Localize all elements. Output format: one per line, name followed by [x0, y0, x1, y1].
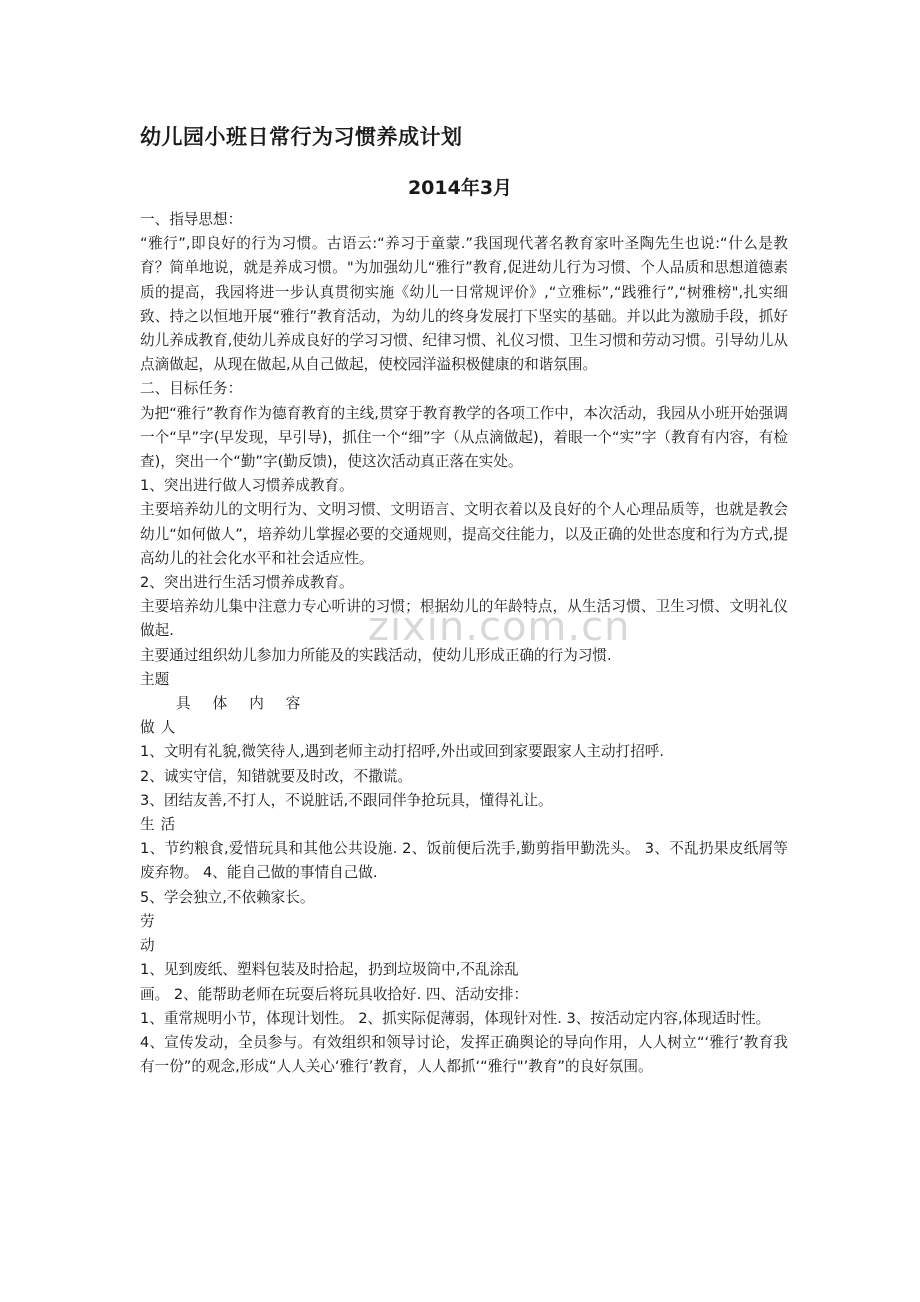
paragraph-guiding-thought: “雅行”,即良好的行为习惯。古语云:“养习于童蒙.”我国现代著名教育家叶圣陶先生也说:“什么是教育？简单地说，就是养成习惯。"为加强幼儿“雅行”教育,促进幼儿行为习惯、个人品质和思想道德素质的提高，我园将进一步认真贯彻实施《幼儿一日常规评价》,“立雅标”,“践雅行”,“树雅榜",扎实细致、持之以恒地开展“雅行”教育活动，为幼儿的终身发展打下坚实的基础。并以此为激励手段，抓好幼儿养成教育,使幼儿养成良好的学习习惯、纪律习惯、礼仪习惯、卫生习惯和劳动习惯。引导幼儿从点滴做起，从现在做起,从自己做起，使校园洋溢积极健康的和谐氛围。 — [140, 235, 788, 374]
document-title: 幼儿园小班日常行为习惯养成计划 — [140, 125, 463, 149]
life-item: 1、节约粮食,爱惜玩具和其他公共设施. 2、饭前便后洗手,勤剪指甲勤洗头。 3、不乱扔果皮纸屑等废弃物。 4、能自己做的事情自己做. — [140, 840, 788, 882]
section-labor-1: 劳 — [140, 912, 155, 930]
subheading-life: 2、突出进行生活习惯养成教育。 — [140, 574, 354, 592]
paragraph-objectives: 为把“雅行”教育作为德育教育的主线,贯穿于教育教学的各项工作中，本次活动，我园从小班开始强调一个“早”字(早发现，早引导)，抓住一个“细”字（从点滴做起)，着眼一个“实”字（教育有内容，有检查)，突出一个“勤”字(勤反馈)，使这次活动真正落在实处。 — [140, 404, 788, 471]
labor-item: 1、重常规明小节，体现计划性。 2、抓实际促薄弱，体现针对性. 3、按活动定内容,体现适时性。 — [140, 1009, 771, 1027]
heading-objectives: 二、目标任务： — [140, 380, 243, 398]
paragraph-life-2: 主要通过组织幼儿参加力所能及的实践活动，使幼儿形成正确的行为习惯. — [140, 646, 612, 664]
paragraph-life-1: 主要培养幼儿集中注意力专心听讲的习惯；根据幼儿的年龄特点，从生活习惯、卫生习惯、文明礼仪做起. — [140, 598, 788, 640]
person-item: 2、诚实守信，知错就要及时改，不撒谎。 — [140, 767, 412, 785]
heading-guiding-thought: 一、指导思想： — [140, 211, 243, 228]
labor-item: 4、宣传发动，全员参与。有效组织和领导讨论，发挥正确舆论的导向作用，人人树立“‘雅行’教育我有一份”的观念,形成“人人关心‘雅行’教育，人人都抓‘“雅行"’教育”的良好氛围。 — [140, 1033, 788, 1076]
section-person: 做人 — [140, 719, 182, 737]
subheading-conduct: 1、突出进行做人习惯养成教育。 — [140, 477, 354, 495]
watermark: zixin.com.cn — [368, 604, 631, 650]
section-life: 生活 — [140, 816, 182, 834]
table-col-content: 具体内容 — [176, 695, 323, 713]
table-col-theme: 主题 — [140, 670, 170, 688]
document-date: 2014年3月 — [407, 177, 513, 199]
person-item: 3、团结友善,不打人，不说脏话,不跟同伴争抢玩具，懂得礼让。 — [140, 791, 553, 809]
life-item: 5、学会独立,不依赖家长。 — [140, 888, 315, 906]
section-labor-2: 动 — [140, 937, 155, 955]
labor-item: 画。 2、能帮助老师在玩耍后将玩具收拾好. 四、活动安排： — [140, 985, 529, 1003]
labor-item: 1、见到废纸、塑料包装及时拾起，扔到垃圾筒中,不乱涂乱 — [140, 961, 519, 979]
person-item: 1、文明有礼貌,微笑待人,遇到老师主动打招呼,外出或回到家要跟家人主动打招呼. — [140, 743, 665, 761]
paragraph-conduct: 主要培养幼儿的文明行为、文明习惯、文明语言、文明衣着以及良好的个人心理品质等，也就是教会幼儿“如何做人”，培养幼儿掌握必要的交通规则，提高交往能力，以及正确的处世态度和行为方式,提高幼儿的社会化水平和社会适应性。 — [140, 501, 788, 567]
